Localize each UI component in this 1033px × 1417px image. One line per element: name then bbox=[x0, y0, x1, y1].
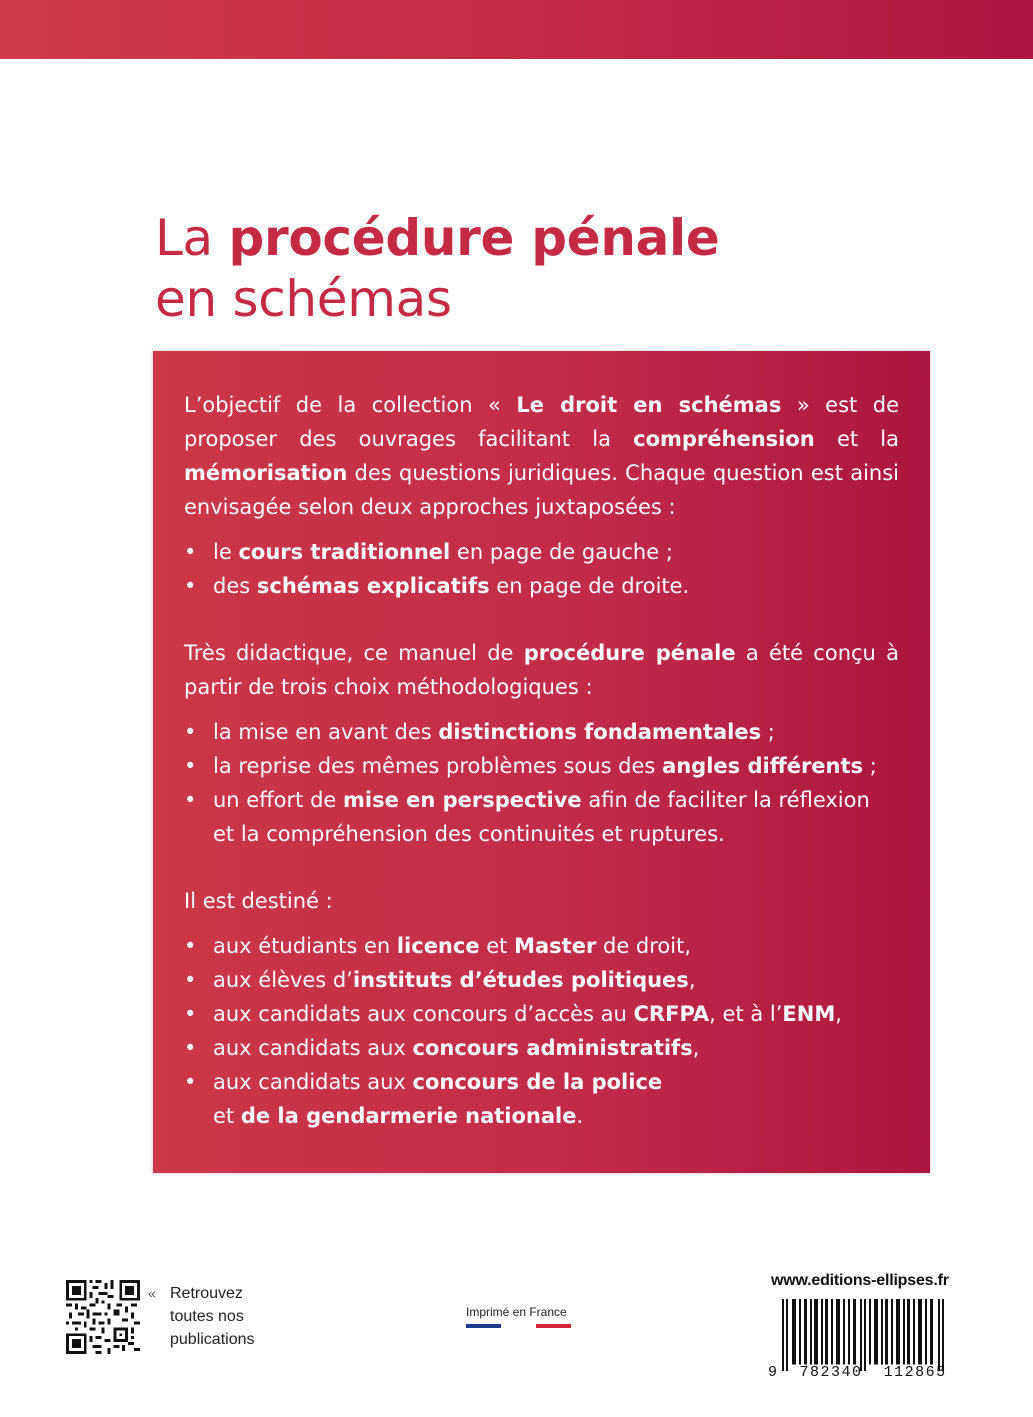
item-text: le bbox=[213, 540, 239, 564]
choices-list bbox=[184, 715, 899, 851]
item-bold: de la gendarmerie nationale bbox=[240, 1104, 577, 1128]
book-title bbox=[155, 208, 720, 330]
isbn-first-digit: 9 bbox=[768, 1364, 779, 1381]
callout-line: publications bbox=[170, 1331, 255, 1348]
item-text: aux élèves d’ bbox=[213, 968, 353, 992]
list-item bbox=[184, 749, 899, 783]
top-color-band bbox=[0, 0, 1033, 59]
item-bold: Master bbox=[514, 934, 597, 958]
publications-callout bbox=[148, 1282, 255, 1351]
item-bold: cours traditionnel bbox=[238, 540, 451, 564]
title-bold: procédure pénale bbox=[228, 209, 720, 267]
list-item bbox=[184, 929, 899, 963]
item-text: , bbox=[835, 1002, 842, 1026]
list-item bbox=[184, 1031, 899, 1065]
item-text: aux candidats aux bbox=[213, 1036, 413, 1060]
item-text: et bbox=[479, 934, 515, 958]
intro-paragraph bbox=[184, 388, 899, 524]
item-bold: distinctions fondamentales bbox=[438, 720, 762, 744]
audience-intro: Il est destiné : bbox=[184, 889, 333, 913]
description-content bbox=[184, 388, 899, 1133]
item-text: afin de faciliter la réflexion bbox=[581, 788, 870, 812]
item-text: aux candidats aux concours d’accès au bbox=[213, 1002, 634, 1026]
item-bold: schémas explicatifs bbox=[256, 574, 490, 598]
approaches-list bbox=[184, 535, 899, 603]
list-item bbox=[184, 783, 899, 851]
title-line-1 bbox=[155, 208, 720, 268]
chevron-left-icon: « bbox=[148, 1285, 156, 1301]
didactic-bold-1: procédure pénale bbox=[523, 641, 736, 665]
title-prefix: La bbox=[155, 209, 213, 267]
item-continuation: et la compréhension des continuités et ruptures. bbox=[213, 822, 725, 846]
intro-bold-2: compréhension bbox=[633, 427, 815, 451]
didactic-paragraph bbox=[184, 636, 899, 704]
isbn-group-2: 112865 bbox=[883, 1364, 947, 1381]
list-item bbox=[184, 963, 899, 997]
item-bold: licence bbox=[396, 934, 480, 958]
didactic-text-1: Très didactique, ce manuel de bbox=[184, 641, 524, 665]
item-text: la mise en avant des bbox=[213, 720, 439, 744]
list-item bbox=[184, 1065, 899, 1133]
flag-red-stripe bbox=[536, 1324, 571, 1328]
title-line-2: en schémas bbox=[155, 270, 452, 328]
intro-bold-1: Le droit en schémas bbox=[516, 393, 782, 417]
item-text: ; bbox=[761, 720, 775, 744]
printed-in-france: Imprimé en France bbox=[466, 1305, 567, 1319]
item-bold: mise en perspective bbox=[343, 788, 582, 812]
item-bold: angles différents bbox=[662, 754, 864, 778]
item-bold: CRFPA bbox=[633, 1002, 710, 1026]
item-text: de droit, bbox=[596, 934, 692, 958]
item-text: ; bbox=[863, 754, 877, 778]
back-cover-footer bbox=[0, 1270, 1033, 1390]
intro-text-1: L’objectif de la collection « bbox=[184, 393, 517, 417]
isbn-number bbox=[768, 1364, 947, 1381]
item-text: un effort de bbox=[213, 788, 343, 812]
item-text: , bbox=[688, 968, 696, 992]
item-text: en page de gauche ; bbox=[450, 540, 673, 564]
french-flag-icon bbox=[466, 1324, 572, 1328]
intro-text-2: » est de proposer des ouvrages facilitant la bbox=[184, 393, 900, 451]
item-text: la reprise des mêmes problèmes sous des bbox=[213, 754, 663, 778]
item-bold: concours de la police bbox=[412, 1070, 663, 1094]
isbn-group-1: 782340 bbox=[799, 1364, 863, 1381]
intro-text-3: et la bbox=[814, 427, 899, 451]
list-item bbox=[184, 569, 899, 603]
item-bold: instituts d’études politiques bbox=[352, 968, 689, 992]
item-text: des bbox=[213, 574, 257, 598]
audience-list bbox=[184, 929, 899, 1133]
didactic-text-2: a été conçu à partir de trois choix méthodologiques : bbox=[184, 641, 899, 699]
item-bold: concours administratifs bbox=[412, 1036, 693, 1060]
flag-blue-stripe bbox=[466, 1324, 501, 1328]
list-item bbox=[184, 535, 899, 569]
intro-bold-3: mémorisation bbox=[184, 461, 348, 485]
item-text: et bbox=[213, 1104, 241, 1128]
description-panel bbox=[153, 351, 930, 1173]
publisher-website-link[interactable]: www.editions-ellipses.fr bbox=[771, 1272, 949, 1289]
item-text: , bbox=[692, 1036, 700, 1060]
item-text: en page de droite. bbox=[489, 574, 690, 598]
item-text: aux candidats aux bbox=[213, 1070, 413, 1094]
barcode-icon bbox=[768, 1299, 956, 1371]
intro-text-4: des questions juridiques. Chaque question est ainsi envisagée selon deux approches juxtaposées : bbox=[184, 461, 899, 519]
list-item bbox=[184, 715, 899, 749]
item-text: . bbox=[576, 1104, 584, 1128]
callout-line: Retrouvez bbox=[170, 1285, 243, 1302]
item-text: aux étudiants en bbox=[213, 934, 397, 958]
qr-code-icon[interactable] bbox=[66, 1280, 140, 1354]
item-bold: ENM bbox=[782, 1002, 836, 1026]
list-item bbox=[184, 997, 899, 1031]
item-text: , et à l’ bbox=[709, 1002, 783, 1026]
callout-line: toutes nos bbox=[170, 1308, 244, 1325]
